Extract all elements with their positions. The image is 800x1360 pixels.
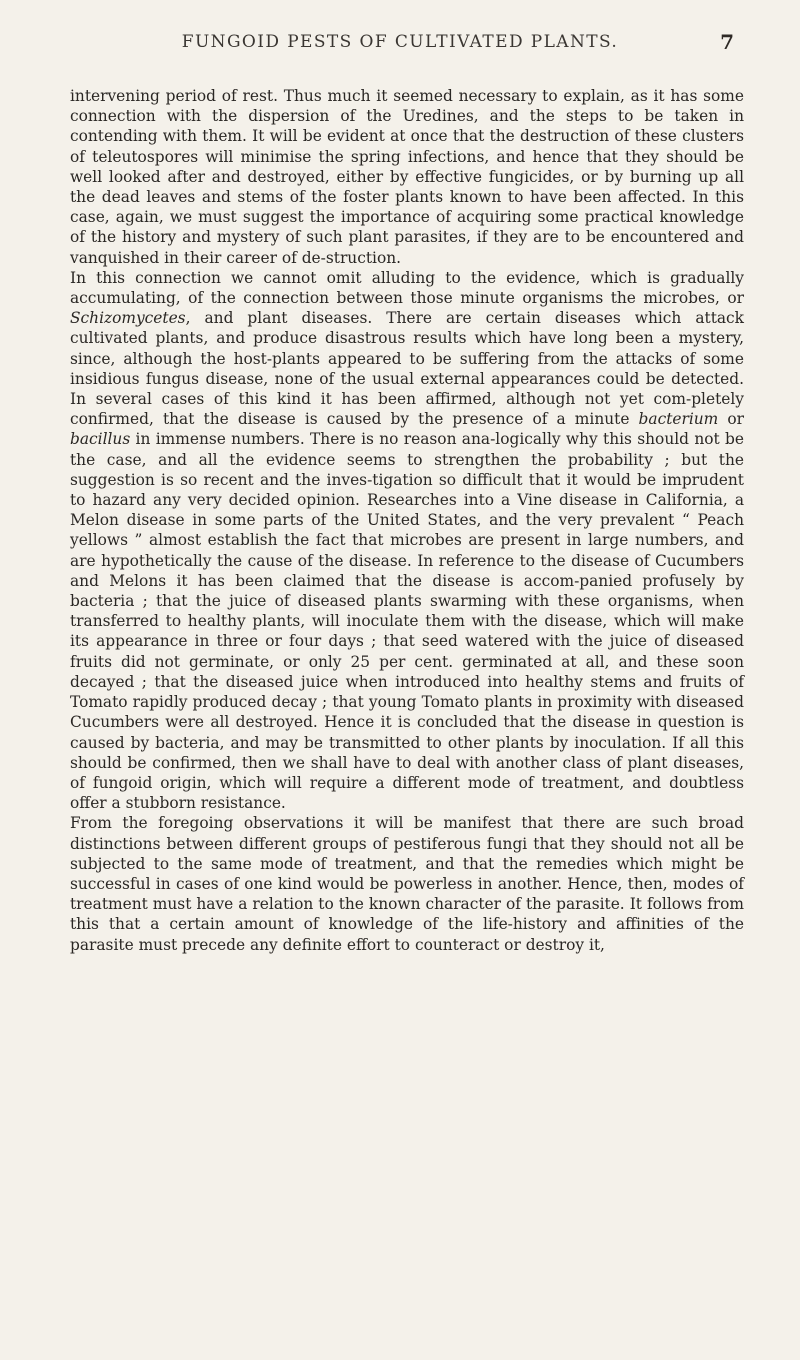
italic-term: bacillus xyxy=(70,430,131,449)
body-text xyxy=(70,86,744,955)
paragraph xyxy=(70,813,744,954)
text-run: intervening period of rest. Thus much it seemed necessary to explain, as it has some connection with the dispersion of the Uredines, and the steps to be taken in contending with them. It will be evident at once that the destruction of these clusters of teleutospores will minimise the spring infections, and hence that they should be well looked after and destroyed, either by effective fungicides, or by burning up all the dead leaves and stems of the foster plants known to have been affected. In this case, again, we must suggest the importance of acquiring some practical knowledge of the history and mystery of such plant parasites, if they are to be encountered and vanquished in their career of de-struction. xyxy=(70,87,744,267)
text-run: In this connection we cannot omit alluding to the evidence, which is gradually accumulating, of the connection between those minute organisms the microbes, or xyxy=(70,268,744,308)
paragraph xyxy=(70,268,744,813)
italic-term: bacterium xyxy=(638,410,719,429)
text-run: in immense numbers. There is no reason ana-logically why this should not be the case, and all the evidence seems to strengthen the probability ; but the suggestion is so recent and the inves-tigation so difficult that it would be imprudent to hazard any very decided opinion. Researches into a Vine disease in California, a Melon disease in some parts of the United States, and the very prevalent “ Peach yellows ” almost establish the fact that microbes are present in large numbers, and are hypothetically the cause of the disease. In reference to the disease of Cucumbers and Melons it has been claimed that the disease is accom-panied profusely by bacteria ; that the juice of diseased plants swarming with these organisms, when transferred to healthy plants, will inoculate them with the disease, which will make its appearance in three or four days ; that seed watered with the juice of diseased fruits did not germinate, or only 25 per cent. germinated at all, and these soon decayed ; that the diseased juice when introduced into healthy stems and fruits of Tomato rapidly produced decay ; that young Tomato plants in proximity with diseased Cucumbers were all destroyed. Hence it is concluded that the disease in question is caused by bacteria, and may be transmitted to other plants by inoculation. If all this should be confirmed, then we shall have to deal with another class of plant diseases, of fungoid origin, which will require a different mode of treatment, and doubtless offer a stubborn resistance. xyxy=(70,430,744,813)
page-number: 7 xyxy=(720,30,734,54)
text-run: , and plant diseases. There are certain diseases which attack cultivated plants, and produce disastrous results which have long been a mystery, since, although the host-plants appeared to be suffering from the attacks of some insidious fungus disease, none of the usual external appearances could be detected. In several cases of this kind it has been affirmed, although not yet com-pletely confirmed, that the disease is caused by the presence of a minute xyxy=(70,309,744,429)
italic-term: Schizomycetes xyxy=(70,309,186,328)
text-run: From the foregoing observations it will be manifest that there are such broad distinctions between different groups of pestiferous fungi that they should not all be subjected to the same mode of treatment, and that the remedies which might be successful in cases of one kind would be powerless in another. Hence, then, modes of treatment must have a relation to the known character of the parasite. It follows from this that a certain amount of knowledge of the life-history and affinities of the parasite must precede any definite effort to counteract or destroy it, xyxy=(70,814,744,954)
paragraph xyxy=(70,86,744,268)
text-run: or xyxy=(718,410,745,429)
running-head xyxy=(70,30,734,62)
running-title: FUNGOID PESTS OF CULTIVATED PLANTS. xyxy=(181,32,619,52)
